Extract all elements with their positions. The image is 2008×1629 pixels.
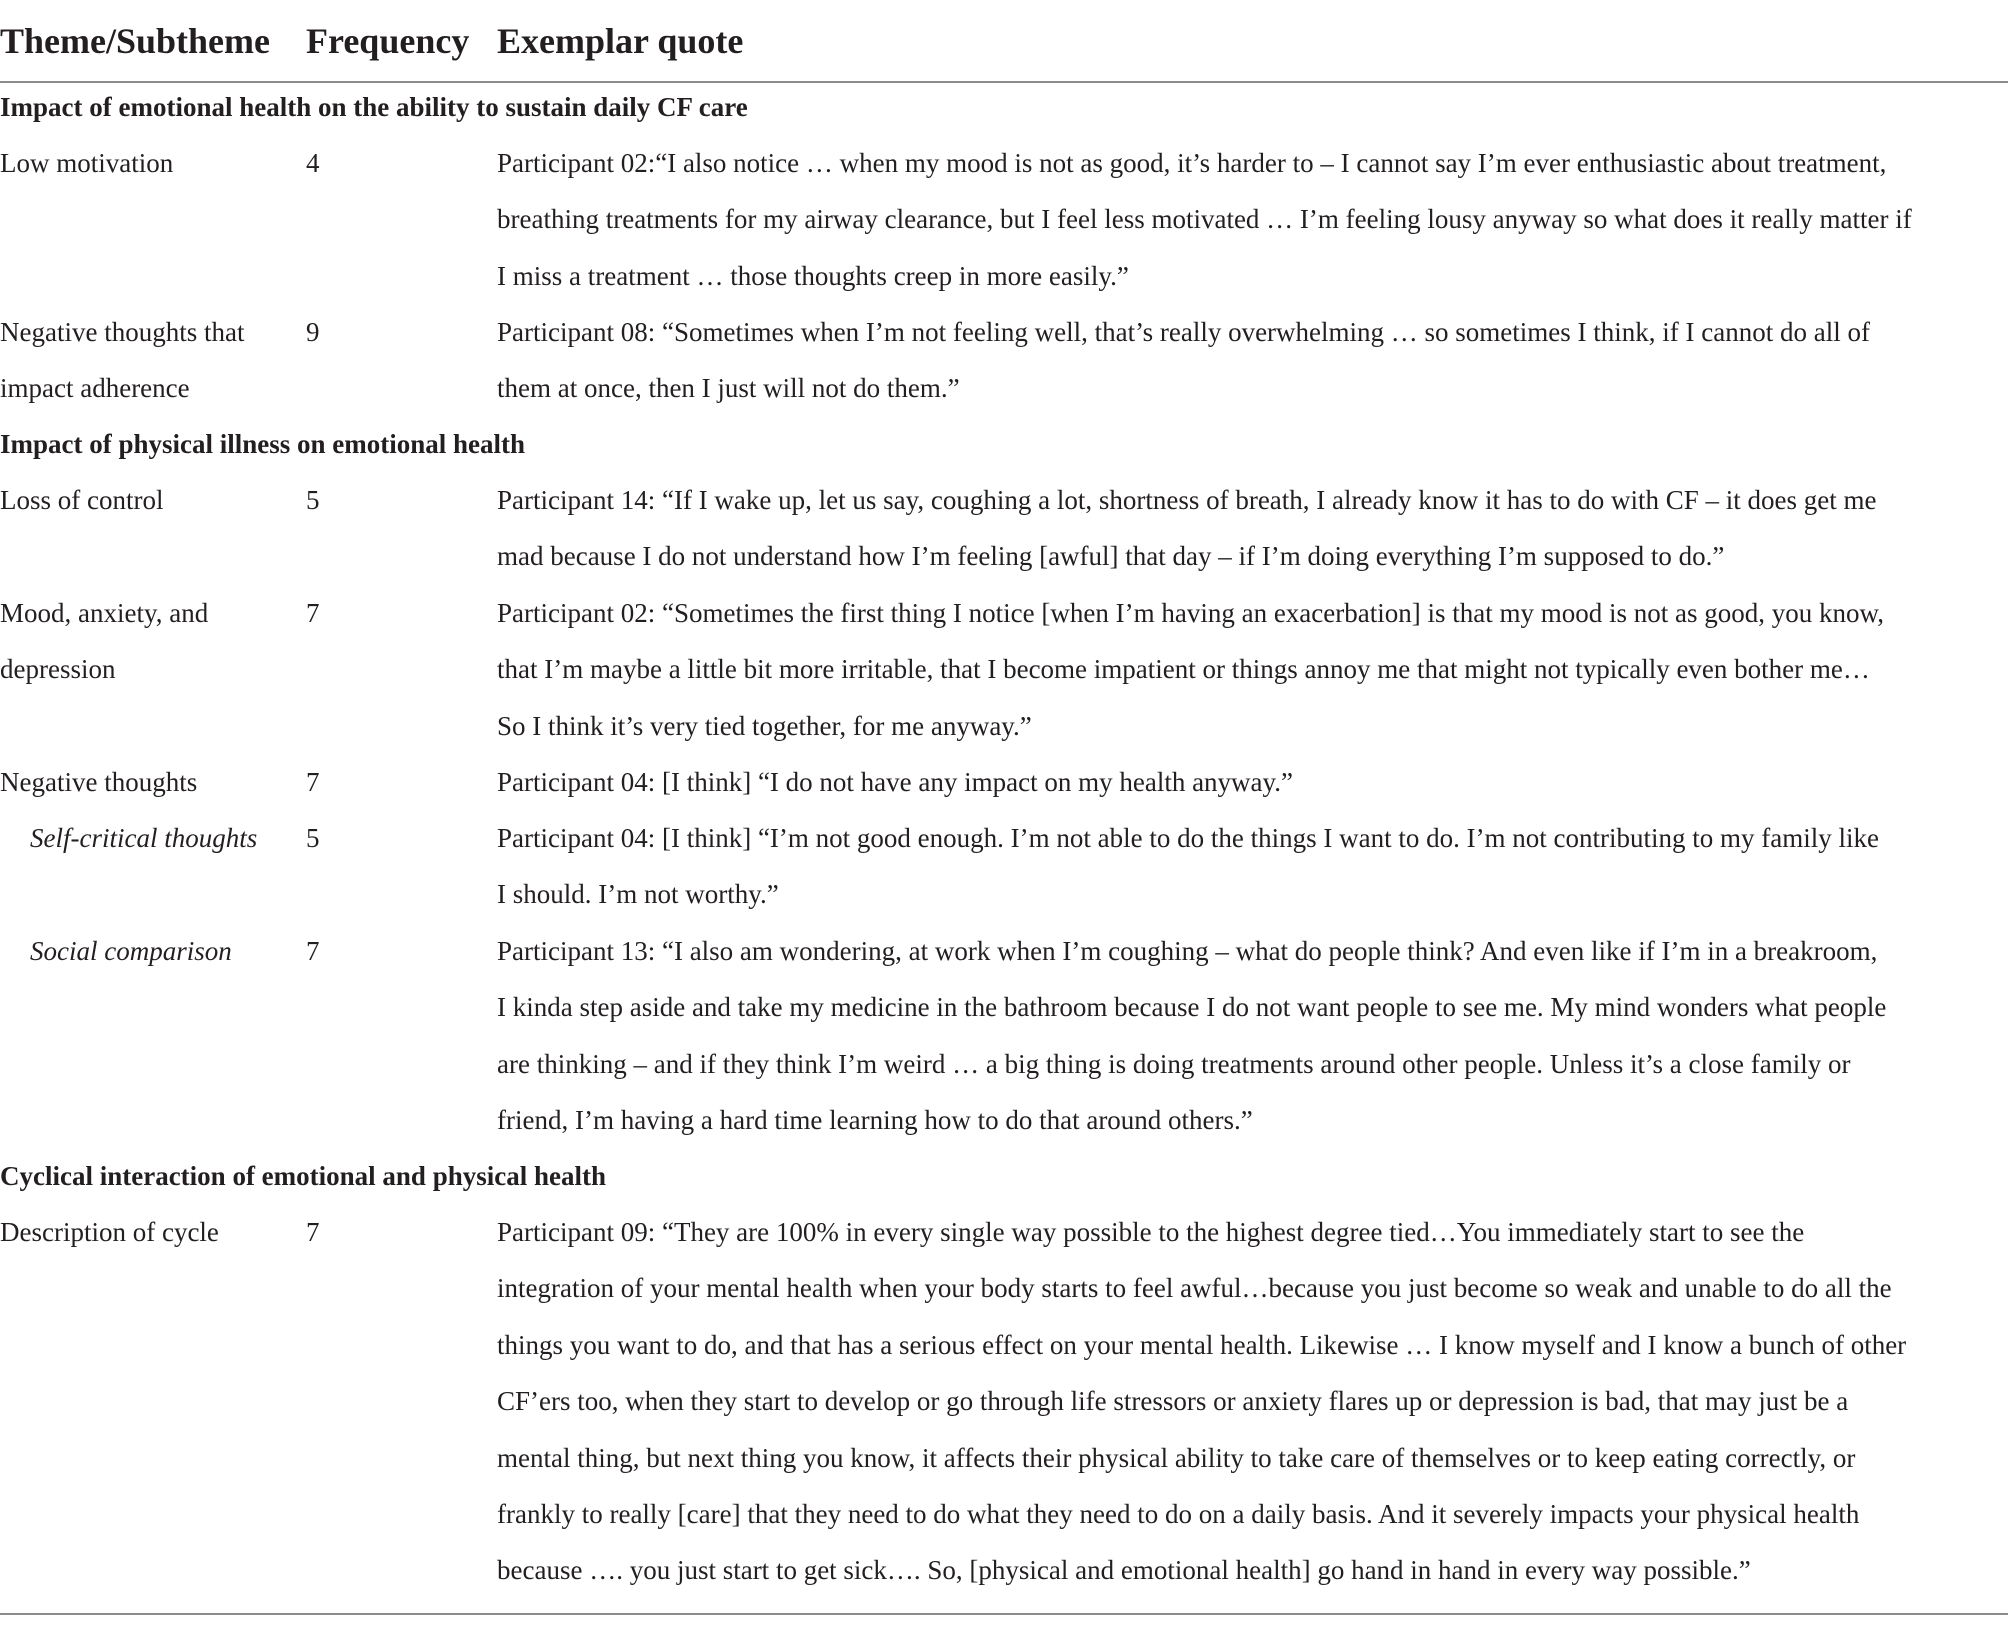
theme-heading: Impact of emotional health on the ability to sustain daily CF care [0, 92, 748, 122]
exemplar-quote: Participant 14: “If I wake up, let us say, coughing a lot, shortness of breath, I already know it has to do with CF – it does get me mad because I do not understand how I’m feeling [awful] that day – if I’m doing everything I’m supposed to do.” [497, 485, 1877, 572]
subtheme-label: Mood, anxiety, and depression [0, 598, 209, 685]
frequency-value: 9 [306, 317, 320, 347]
exemplar-quote: Participant 02:“I also notice … when my mood is not as good, it’s harder to – I cannot say I’m ever enthusiastic about treatment, breathing treatments for my airway clearance, but I feel less motivated … I’m feeling lousy anyway so what does it really matter if I miss a treatment … those thoughts creep in more easily.” [497, 148, 1912, 291]
frequency-value: 7 [306, 598, 320, 628]
exemplar-quote: Participant 09: “They are 100% in every single way possible to the highest degree tied…You immediately start to see the integration of your mental health when your body starts to feel awful…because you just become so weak and unable to do all the things you want to do, and that has a serious effect on your mental health. Likewise … I know myself and I know a bunch of other CF’ers too, when they start to develop or go through life stressors or anxiety flares up or depression is bad, that may just be a mental thing, but next thing you know, it affects their physical ability to take care of themselves or to keep eating correctly, or frankly to really [care] that they need to do what they need to do on a daily basis. And it severely impacts your physical health because …. you just start to get sick…. So, [physical and emotional health] go hand in hand in every way possible.” [497, 1217, 1907, 1586]
frequency-value: 5 [306, 485, 320, 515]
frequency-value: 7 [306, 767, 320, 797]
exemplar-quote: Participant 04: [I think] “I’m not good enough. I’m not able to do the things I want to do. I’m not contributing to my family like I should. I’m not worthy.” [497, 823, 1880, 910]
frequency-value: 7 [306, 936, 320, 966]
header-frequency: Frequency [306, 21, 470, 61]
subtheme-label: Negative thoughts that impact adherence [0, 317, 245, 404]
subtheme-label: Negative thoughts [0, 767, 198, 797]
subtheme-label: Low motivation [0, 148, 174, 178]
frequency-value: 7 [306, 1217, 320, 1247]
table-header-row [0, 18, 2008, 64]
bottom-rule [0, 1613, 2008, 1615]
frequency-value: 5 [306, 823, 320, 853]
subtheme-label: Social comparison [30, 936, 232, 966]
subtheme-label: Loss of control [0, 485, 164, 515]
theme-heading: Impact of physical illness on emotional health [0, 429, 526, 459]
exemplar-quote: Participant 02: “Sometimes the first thing I notice [when I’m having an exacerbation] is that my mood is not as good, you know, that I’m maybe a little bit more irritable, that I become impatient or things annoy me that might not typically even bother me… So I think it’s very tied together, for me anyway.” [497, 598, 1884, 741]
exemplar-quote: Participant 04: [I think] “I do not have any impact on my health anyway.” [497, 767, 1294, 797]
header-quote: Exemplar quote [497, 21, 744, 61]
theme-heading: Cyclical interaction of emotional and physical health [0, 1161, 606, 1191]
header-theme: Theme/Subtheme [0, 21, 270, 61]
exemplar-quote: Participant 13: “I also am wondering, at work when I’m coughing – what do people think? And even like if I’m in a breakroom, I kinda step aside and take my medicine in the bathroom because I do not want people to see me. My mind wonders what people are thinking – and if they think I’m weird … a big thing is doing treatments around other people. Unless it’s a close family or friend, I’m having a hard time learning how to do that around others.” [497, 936, 1887, 1136]
exemplar-quote: Participant 08: “Sometimes when I’m not feeling well, that’s really overwhelming … so sometimes I think, if I cannot do all of them at once, then I just will not do them.” [497, 317, 1870, 404]
frequency-value: 4 [306, 148, 320, 178]
subtheme-label: Description of cycle [0, 1217, 219, 1247]
subtheme-label: Self-critical thoughts [30, 823, 258, 853]
